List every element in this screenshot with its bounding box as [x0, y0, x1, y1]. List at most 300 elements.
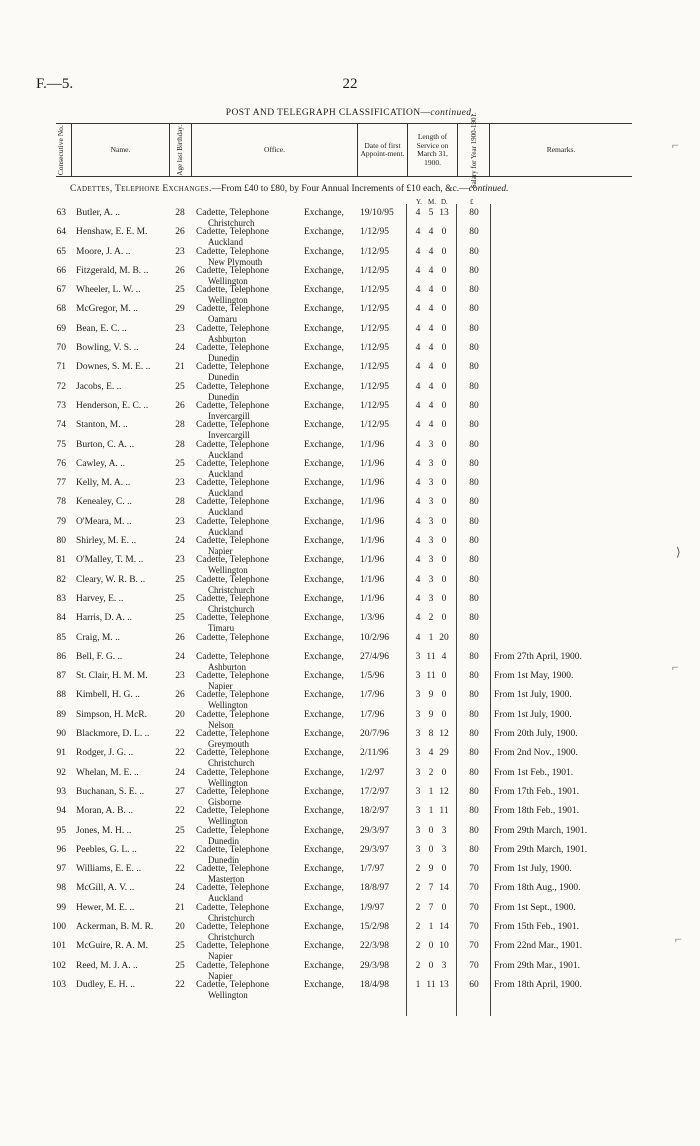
row-service-days: 0: [441, 362, 447, 373]
table-row: [0, 419, 700, 441]
row-office-title: Cadette, Telephone: [196, 420, 270, 431]
row-appointment-date: 19/10/95: [360, 208, 394, 218]
row-office-location: Dunedin: [208, 372, 239, 383]
row-salary: 80: [469, 323, 479, 334]
row-service-years: 3: [415, 767, 421, 778]
row-office-title: Cadette, Telephone: [196, 516, 270, 527]
row-name: Kenealey, C. ..: [76, 497, 132, 508]
row-office-location: Christchurch: [208, 758, 255, 769]
row-salary: 70: [469, 902, 479, 913]
row-service-days: 11: [439, 806, 449, 817]
row-office-exchange: Exchange,: [304, 632, 344, 643]
row-service-days: 0: [441, 690, 447, 701]
leader-dots: ..: [116, 593, 124, 604]
row-office-title: Cadette, Telephone: [196, 960, 270, 971]
row-age: 25: [175, 285, 185, 296]
title-main: POST AND TELEGRAPH CLASSIFICATION—: [225, 108, 431, 118]
row-age: 25: [175, 381, 185, 392]
row-service-days: 0: [441, 265, 447, 276]
row-number: 87: [56, 671, 66, 682]
row-name: Burton, C. A. ..: [76, 439, 135, 450]
row-name: Reed, M. J. A. ..: [76, 960, 138, 971]
row-office-location: Auckland: [208, 449, 243, 460]
row-remarks: From 18th Feb., 1901.: [494, 806, 579, 817]
leader-dots: ..: [127, 979, 136, 990]
row-remarks: From 22nd Mar., 1901.: [494, 941, 583, 952]
row-salary: 80: [469, 767, 479, 778]
row-appointment-date: 1/1/96: [360, 439, 385, 450]
row-age: 25: [175, 593, 185, 604]
leader-dots: ..: [127, 883, 135, 894]
row-name: Bowling, V. S. ..: [76, 343, 139, 354]
row-salary: 80: [469, 786, 479, 797]
row-number: 70: [56, 343, 66, 354]
row-office-exchange: Exchange,: [304, 362, 344, 373]
table-row: [0, 728, 700, 750]
row-name: Cleary, W. R. B. ..: [76, 574, 146, 585]
row-number: 102: [51, 960, 66, 971]
row-number: 88: [56, 690, 66, 701]
row-office-exchange: Exchange,: [304, 246, 344, 257]
row-salary: 80: [469, 227, 479, 238]
row-service-days: 0: [441, 864, 447, 875]
row-office-exchange: Exchange,: [304, 825, 344, 836]
row-office-exchange: Exchange,: [304, 420, 344, 431]
row-appointment-date: 1/7/97: [360, 864, 385, 875]
row-salary: 80: [469, 632, 479, 643]
table-row: [0, 284, 700, 306]
row-age: 24: [175, 651, 185, 662]
row-office-location: Nelson: [208, 719, 234, 730]
row-service-years: 3: [415, 825, 421, 836]
row-name: Bean, E. C. ..: [76, 323, 127, 334]
row-office-exchange: Exchange,: [304, 883, 344, 894]
row-office-title: Cadette, Telephone: [196, 265, 270, 276]
row-office-title: Cadette, Telephone: [196, 786, 270, 797]
leader-dots: ..: [133, 285, 141, 296]
row-service-days: 0: [441, 497, 447, 508]
header-name: Name.: [72, 124, 170, 176]
row-office-location: Auckland: [208, 488, 243, 499]
row-age: 20: [175, 709, 185, 720]
row-salary: 80: [469, 536, 479, 547]
row-appointment-date: 1/12/95: [360, 265, 390, 276]
row-appointment-date: 1/1/96: [360, 555, 385, 566]
row-service-days: 29: [439, 748, 449, 759]
row-service-years: 3: [415, 844, 421, 855]
row-service-years: 4: [415, 285, 421, 296]
row-name: Rodger, J. G. ..: [76, 748, 134, 759]
row-age: 24: [175, 767, 185, 778]
row-age: 26: [175, 400, 185, 411]
row-office-title: Cadette, Telephone: [196, 555, 270, 566]
row-number: 84: [56, 613, 66, 624]
row-name: Peebles, G. L. ..: [76, 844, 137, 855]
row-number: 72: [56, 381, 66, 392]
row-appointment-date: 1/12/95: [360, 381, 390, 392]
row-salary: 80: [469, 343, 479, 354]
row-remarks: From 1st Feb., 1901.: [494, 767, 574, 778]
row-service-days: 12: [439, 786, 449, 797]
row-service-years: 4: [415, 439, 421, 450]
row-salary: 80: [469, 497, 479, 508]
row-remarks: From 1st July, 1900.: [494, 709, 572, 720]
row-salary: 80: [469, 381, 479, 392]
row-service-months: 3: [428, 593, 434, 604]
row-office-location: Ashburton: [208, 333, 246, 344]
row-service-years: 3: [415, 806, 421, 817]
leader-dots: ..: [124, 497, 132, 508]
row-remarks: From 2nd Nov., 1900.: [494, 748, 578, 759]
table-row: [0, 477, 700, 499]
row-service-months: 0: [428, 960, 434, 971]
table-row: [0, 632, 700, 651]
row-age: 22: [175, 979, 185, 990]
row-office-location: Christchurch: [208, 603, 255, 614]
row-office-location: Napier: [208, 951, 233, 962]
row-number: 89: [56, 709, 66, 720]
row-office-location: Christchurch: [208, 931, 255, 942]
row-name: Dudley, E. H. ..: [76, 979, 136, 990]
row-number: 90: [56, 729, 66, 740]
row-age: 28: [175, 439, 185, 450]
row-number: 78: [56, 497, 66, 508]
row-appointment-date: 1/12/95: [360, 285, 390, 296]
row-service-years: 4: [415, 362, 421, 373]
row-service-months: 3: [428, 497, 434, 508]
row-age: 29: [175, 304, 185, 315]
table-row: [0, 844, 700, 863]
row-name: Henshaw, E. E. M.: [76, 227, 148, 238]
row-age: 26: [175, 265, 185, 276]
row-office-exchange: Exchange,: [304, 864, 344, 875]
leader-dots: ..: [119, 323, 127, 334]
table-row: [0, 574, 700, 593]
row-office-title: Cadette, Telephone: [196, 941, 270, 952]
row-appointment-date: 1/1/96: [360, 574, 385, 585]
row-office-title: Cadette, Telephone: [196, 767, 270, 778]
row-name: Kelly, M. A. ..: [76, 478, 131, 489]
row-office-location: Auckland: [208, 237, 243, 248]
row-office-location: Napier: [208, 681, 233, 692]
row-service-years: 1: [415, 979, 421, 990]
leader-dots: ..: [133, 864, 142, 875]
table-row: [0, 767, 700, 786]
unit-years: Y.: [416, 198, 422, 206]
row-appointment-date: 18/8/97: [360, 883, 390, 894]
table-row: [0, 805, 700, 827]
row-office-title: Cadette, Telephone: [196, 825, 270, 836]
row-number: 93: [56, 786, 66, 797]
row-salary: 80: [469, 439, 479, 450]
row-number: 98: [56, 883, 66, 894]
row-age: 27: [175, 786, 185, 797]
row-service-years: 4: [415, 208, 421, 218]
row-service-years: 4: [415, 478, 421, 489]
row-remarks: From 18th Aug., 1900.: [494, 883, 581, 894]
row-age: 25: [175, 960, 185, 971]
row-appointment-date: 1/3/96: [360, 613, 385, 624]
row-salary: 80: [469, 690, 479, 701]
row-name: Kimbell, H. G. ..: [76, 690, 140, 701]
row-office-location: Wellington: [208, 777, 248, 788]
row-salary: 70: [469, 960, 479, 971]
row-name: McGregor, M. ..: [76, 304, 138, 315]
row-salary: 80: [469, 304, 479, 315]
row-service-days: 0: [441, 671, 447, 682]
row-service-days: 0: [441, 709, 447, 720]
row-name: Cawley, A. ..: [76, 458, 125, 469]
row-service-months: 4: [428, 400, 434, 411]
row-service-days: 0: [441, 555, 447, 566]
row-remarks: From 17th Feb., 1901.: [494, 786, 579, 797]
row-appointment-date: 1/1/96: [360, 536, 385, 547]
row-office-title: Cadette, Telephone: [196, 323, 270, 334]
table-row: [0, 612, 700, 634]
header-age: Age last Birthday.: [170, 124, 192, 176]
row-number: 71: [56, 362, 66, 373]
row-appointment-date: 1/12/95: [360, 246, 390, 257]
row-office-location: Dunedin: [208, 835, 239, 846]
row-service-years: 3: [415, 690, 421, 701]
leader-dots: ..: [120, 420, 128, 431]
row-office-location: Gisborne: [208, 796, 241, 807]
leader-dots: ..: [129, 844, 137, 855]
row-office-title: Cadette, Telephone: [196, 362, 270, 373]
row-office-location: Greymouth: [208, 739, 249, 750]
row-age: 22: [175, 748, 185, 759]
row-service-months: 3: [428, 439, 434, 450]
row-service-months: 2: [428, 767, 434, 778]
table-row: [0, 516, 700, 535]
row-service-years: 4: [415, 227, 421, 238]
row-service-months: 4: [428, 323, 434, 334]
row-name: McGuire, R. A. M.: [76, 941, 149, 952]
row-name: Ackerman, B. M. R.: [76, 921, 154, 932]
row-office-title: Cadette, Telephone: [196, 458, 270, 469]
row-age: 21: [175, 902, 185, 913]
row-number: 75: [56, 439, 66, 450]
table-row: [0, 709, 700, 728]
row-name: O'Meara, M. ..: [76, 516, 132, 527]
row-service-days: 0: [441, 574, 447, 585]
row-name: Henderson, E. C. ..: [76, 400, 149, 411]
row-office-title: Cadette, Telephone: [196, 613, 270, 624]
row-number: 86: [56, 651, 66, 662]
row-service-days: 0: [441, 613, 447, 624]
row-appointment-date: 1/1/96: [360, 458, 385, 469]
row-number: 65: [56, 246, 66, 257]
row-office-title: Cadette, Telephone: [196, 883, 270, 894]
row-service-months: 3: [428, 516, 434, 527]
row-office-exchange: Exchange,: [304, 343, 344, 354]
row-service-years: 4: [415, 574, 421, 585]
row-name: Fitzgerald, M. B. ..: [76, 265, 149, 276]
row-service-days: 14: [439, 921, 449, 932]
row-office-location: Wellington: [208, 275, 248, 286]
row-service-years: 2: [415, 941, 421, 952]
row-office-exchange: Exchange,: [304, 671, 344, 682]
row-service-years: 4: [415, 246, 421, 257]
row-name: McGill, A. V. ..: [76, 883, 135, 894]
row-service-days: 0: [441, 343, 447, 354]
unit-days: D.: [441, 198, 448, 206]
row-office-exchange: Exchange,: [304, 651, 344, 662]
row-office-title: Cadette, Telephone: [196, 709, 270, 720]
row-service-years: 4: [415, 536, 421, 547]
row-office-exchange: Exchange,: [304, 555, 344, 566]
row-office-location: New Plymouth: [208, 256, 263, 267]
row-service-months: 4: [428, 265, 434, 276]
row-appointment-date: 20/7/96: [360, 729, 390, 740]
leader-dots: ..: [126, 439, 135, 450]
table-row: [0, 554, 700, 576]
row-remarks: From 1st July, 1900.: [494, 690, 572, 701]
row-service-years: 4: [415, 265, 421, 276]
row-remarks: From 29th March, 1901.: [494, 844, 588, 855]
row-age: 23: [175, 246, 185, 257]
row-number: 94: [56, 806, 66, 817]
row-office-title: Cadette, Telephone: [196, 497, 270, 508]
row-number: 80: [56, 536, 66, 547]
row-office-exchange: Exchange,: [304, 690, 344, 701]
row-appointment-date: 1/1/96: [360, 593, 385, 604]
row-office-exchange: Exchange,: [304, 921, 344, 932]
row-office-location: Auckland: [208, 468, 243, 479]
section-text: —From £40 to £80, by Four Annual Increments of £10 each, &c.—: [211, 184, 469, 194]
row-remarks: From 1st May, 1900.: [494, 671, 574, 682]
row-office-location: Ashburton: [208, 661, 246, 672]
row-salary: 80: [469, 613, 479, 624]
row-office-exchange: Exchange,: [304, 960, 344, 971]
row-office-location: Auckland: [208, 526, 243, 537]
table-row: [0, 979, 700, 998]
row-salary: 80: [469, 246, 479, 257]
row-office-exchange: Exchange,: [304, 593, 344, 604]
row-number: 85: [56, 632, 66, 643]
row-office-location: Wellington: [208, 816, 248, 827]
title-suffix: continued.: [430, 108, 475, 118]
leader-dots: ..: [142, 729, 150, 740]
row-appointment-date: 29/3/97: [360, 825, 390, 836]
row-name: Jacobs, E. ..: [76, 381, 122, 392]
table-row: [0, 786, 700, 805]
row-service-days: 0: [441, 323, 447, 334]
row-office-title: Cadette, Telephone: [196, 806, 270, 817]
header-remarks: Remarks.: [546, 144, 576, 154]
row-number: 101: [51, 941, 66, 952]
row-name: Simpson, H. McR.: [76, 709, 147, 720]
row-number: 77: [56, 478, 66, 489]
row-appointment-date: 17/2/97: [360, 786, 390, 797]
row-office-title: Cadette, Telephone: [196, 902, 270, 913]
row-office-title: Cadette, Telephone: [196, 690, 270, 701]
row-office-location: Auckland: [208, 507, 243, 518]
row-appointment-date: 1/12/95: [360, 343, 390, 354]
table-row: [0, 921, 700, 940]
leader-dots: ..: [136, 786, 145, 797]
leader-dots: ..: [141, 400, 149, 411]
row-service-months: 4: [428, 381, 434, 392]
row-age: 25: [175, 613, 185, 624]
row-service-months: 8: [428, 729, 434, 740]
section-heading: [70, 184, 509, 194]
row-office-exchange: Exchange,: [304, 729, 344, 740]
row-office-exchange: Exchange,: [304, 709, 344, 720]
row-office-title: Cadette, Telephone: [196, 593, 270, 604]
table-row: [0, 342, 700, 364]
row-salary: 80: [469, 651, 479, 662]
table-row: [0, 207, 700, 226]
row-appointment-date: 1/7/96: [360, 690, 385, 701]
row-office-title: Cadette, Telephone: [196, 921, 270, 932]
table-row: [0, 825, 700, 844]
leader-dots: ..: [124, 516, 132, 527]
row-service-days: 3: [441, 960, 447, 971]
row-age: 24: [175, 343, 185, 354]
row-service-months: 2: [428, 613, 434, 624]
row-salary: 80: [469, 400, 479, 411]
leader-dots: ..: [131, 767, 139, 778]
row-service-months: 4: [428, 420, 434, 431]
row-service-months: 0: [428, 844, 434, 855]
row-salary: 80: [469, 208, 479, 218]
row-appointment-date: 18/4/98: [360, 979, 390, 990]
row-service-months: 4: [428, 343, 434, 354]
table-row: [0, 670, 700, 692]
row-age: 26: [175, 227, 185, 238]
row-name: Shirley, M. E. ..: [76, 536, 137, 547]
row-salary: 80: [469, 555, 479, 566]
row-service-months: 4: [428, 227, 434, 238]
row-office-exchange: Exchange,: [304, 439, 344, 450]
row-service-years: 4: [415, 323, 421, 334]
leader-dots: ..: [128, 536, 137, 547]
table-body: [0, 207, 700, 998]
row-office-location: Masterton: [208, 874, 245, 885]
row-office-exchange: Exchange,: [304, 516, 344, 527]
row-service-months: 4: [428, 304, 434, 315]
row-number: 67: [56, 285, 66, 296]
table-row: [0, 303, 700, 325]
row-number: 81: [56, 555, 66, 566]
row-office-location: Invercargill: [208, 430, 250, 441]
leader-dots: ..: [125, 806, 133, 817]
table-row: [0, 535, 700, 557]
row-service-days: 10: [439, 941, 449, 952]
row-office-title: Cadette, Telephone: [196, 343, 270, 354]
margin-mark: ⟩: [676, 545, 681, 559]
row-service-days: 0: [441, 246, 447, 257]
row-office-location: Wellington: [208, 700, 248, 711]
row-office-location: Invercargill: [208, 410, 250, 421]
row-name: Moore, J. A. ..: [76, 246, 131, 257]
table-row: [0, 960, 700, 979]
row-age: 22: [175, 864, 185, 875]
table-row: [0, 747, 700, 769]
margin-mark: ⌐: [675, 932, 682, 946]
row-service-years: 2: [415, 883, 421, 894]
leader-dots: ..: [126, 748, 134, 759]
row-service-days: 14: [439, 883, 449, 894]
row-name: Jones, M. H. ..: [76, 825, 132, 836]
row-office-title: Cadette, Telephone: [196, 844, 270, 855]
row-service-years: 3: [415, 709, 421, 720]
row-service-years: 2: [415, 960, 421, 971]
row-number: 66: [56, 265, 66, 276]
row-service-years: 4: [415, 613, 421, 624]
row-service-months: 1: [428, 806, 434, 817]
